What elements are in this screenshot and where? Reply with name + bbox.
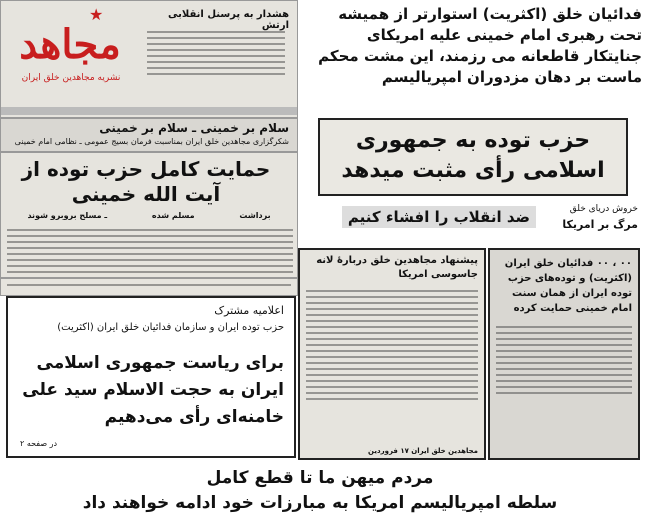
red-star-icon: ★ <box>89 5 104 24</box>
salute-headline: سلام بر خمینی ـ سلام بر خمینی <box>99 121 289 135</box>
tudeh-vote-headline: حزب توده به جمهوری اسلامی رأی مثبت میدهد <box>341 128 605 183</box>
expose-small-top: خروش دریای خلق <box>569 204 638 214</box>
proposal-body <box>300 290 484 400</box>
tudeh-support-clip <box>0 152 298 278</box>
mojahed-masthead-clip <box>0 0 298 118</box>
joint-statement-page-ref: در صفحه ۲ <box>20 439 58 448</box>
right-article-clip <box>488 248 640 460</box>
tudeh-support-headline: حمایت کامل حزب توده از آیت الله خمینی <box>21 157 271 206</box>
mojahed-logo: مجاهد <box>19 21 121 68</box>
mojahedin-proposal-clip <box>298 248 486 460</box>
bottom-banner-clip <box>60 466 580 526</box>
masthead-text-block <box>141 27 291 79</box>
column-head: ـ مسلح بروبرو شوند <box>27 211 108 220</box>
right-article-text: ۰۰ ، ۰۰ فدائیان خلق ایران (اکثریت) و توده‌های حزب توده ایران از همان سنت امام خمینی حمایت کرده <box>504 258 632 314</box>
joint-statement-body: برای ریاست جمهوری اسلامی ایران به حجت الاسلام سید علی خامنه‌ای رأی می‌دهیم <box>22 353 284 427</box>
article-body <box>1 225 298 277</box>
tudeh-vote-clip <box>318 118 628 196</box>
column-heads <box>5 211 293 220</box>
proposal-footer: مجاهدین خلق ایران ۱۷ فروردین <box>368 447 478 455</box>
expose-headline: ضد انقلاب را افشاء کنیم <box>342 206 536 228</box>
joint-statement-label: اعلامیه مشترک <box>214 304 284 317</box>
column-head: مسلم شده <box>151 211 195 220</box>
joint-statement-clip <box>6 296 296 458</box>
column-head: برداشت <box>239 211 271 220</box>
article-body <box>1 284 297 286</box>
expose-small-bottom: مرگ بر امریکا <box>562 218 638 231</box>
columns-article-clip <box>0 278 298 296</box>
expose-clip <box>300 200 646 246</box>
joint-statement-parties: حزب توده ایران و سازمان فدائیان خلق ایران (اکثریت) <box>57 322 284 333</box>
fadaian-quote-clip <box>306 2 646 114</box>
bottom-banner-line1: مردم میهن ما تا قطع کامل <box>206 468 434 488</box>
masthead-top-text: هشدار به پرسنل انقلابی ارتش <box>168 9 289 31</box>
masthead-issue-strip <box>1 107 298 115</box>
masthead-subtitle: نشریه مجاهدین خلق ایران <box>21 73 121 83</box>
bottom-banner-line2: سلطه امپریالیسم امریکا به مبارزات خود ادامه خواهند داد <box>82 493 558 513</box>
salute-caption: شکرگزاری مجاهدین خلق ایران بمناسبت فرمان بسیج عمومی ـ نظامی امام خمینی <box>14 137 289 146</box>
fadaian-quote-text: فدائیان خلق (اکثریت) استوارتر از همیشه تحت رهبری امام خمینی علیه امریکای جنایتکار قاطعانه می رزمند، این مشت محکم ماست بر دهان مزدوران امپریالیسم <box>318 5 642 86</box>
salute-headline-clip <box>0 118 298 152</box>
right-article-body <box>490 326 638 394</box>
proposal-headline: پیشنهاد مجاهدین خلق دربارهٔ لانه جاسوسی امریکا <box>316 255 478 280</box>
